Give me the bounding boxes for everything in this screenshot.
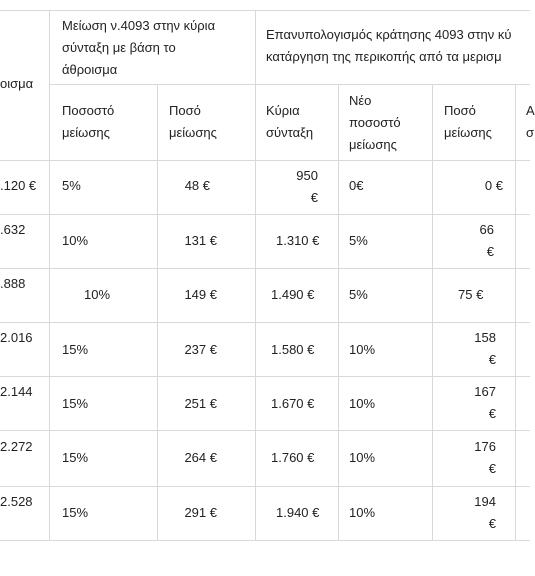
cell-total: 2.528 xyxy=(0,494,33,509)
cell-total: .888 xyxy=(0,276,26,291)
cell-new-rate: 5% xyxy=(349,233,368,248)
cell-main: 1.940 € xyxy=(276,505,320,520)
cell-amount: 149 € xyxy=(184,287,217,302)
row-divider xyxy=(0,160,530,161)
row-divider xyxy=(49,84,530,85)
row-divider xyxy=(0,540,530,541)
cell-new-rate: 0€ xyxy=(349,178,364,193)
cell-amount: 291 € xyxy=(184,505,217,520)
header-group-recalculation: Επανυπολογισμός κράτησης 4093 στην κύ κατάργηση της περικοπής από τα μερισμ xyxy=(266,27,512,64)
cell-rate: 10% xyxy=(62,233,89,248)
cell-new-rate: 10% xyxy=(349,342,376,357)
col-divider xyxy=(255,10,256,540)
cell-main: 1.580 € xyxy=(271,342,315,357)
cell-new-amount: 75 € xyxy=(458,287,484,302)
cell-total: .120 € xyxy=(0,178,37,193)
cell-rate: 15% xyxy=(62,342,89,357)
cell-amount: 251 € xyxy=(184,396,217,411)
cell-rate: 10% xyxy=(84,287,111,302)
header-total: οισμα xyxy=(0,76,34,91)
cell-total: 2.272 xyxy=(0,439,33,454)
cell-main: 1.310 € xyxy=(276,233,320,248)
cell-new-rate: 10% xyxy=(349,450,376,465)
cell-rate: 15% xyxy=(62,450,89,465)
row-divider xyxy=(0,268,530,269)
row-divider xyxy=(0,430,530,431)
cell-new-amount: 66 € xyxy=(479,222,494,259)
cell-new-rate: 10% xyxy=(349,396,376,411)
col-divider xyxy=(515,84,516,540)
row-divider xyxy=(0,486,530,487)
header-cut-partial: Α σ xyxy=(526,103,535,140)
cell-amount: 48 € xyxy=(184,178,210,193)
cell-new-amount: 158 € xyxy=(474,330,496,367)
cell-total: 2.144 xyxy=(0,384,33,399)
cell-new-amount: 194 € xyxy=(474,494,496,531)
col-divider xyxy=(432,84,433,540)
cell-amount: 131 € xyxy=(184,233,217,248)
cell-main: 950 € xyxy=(296,168,318,205)
cell-new-amount: 167 € xyxy=(474,384,496,421)
col-divider xyxy=(157,84,158,540)
cell-new-rate: 10% xyxy=(349,505,376,520)
cell-new-rate: 5% xyxy=(349,287,368,302)
row-divider xyxy=(0,322,530,323)
cell-amount: 264 € xyxy=(184,450,217,465)
header-rate: Ποσοστό μείωσης xyxy=(62,103,115,140)
cell-new-amount: 0 € xyxy=(484,178,503,193)
header-amount: Ποσό μείωσης xyxy=(169,103,217,140)
cell-new-amount: 176 € xyxy=(474,439,496,476)
cell-amount: 237 € xyxy=(184,342,217,357)
header-new-amount: Ποσό μείωσης xyxy=(444,103,492,140)
header-main-pension: Κύρια σύνταξη xyxy=(266,103,314,140)
row-divider xyxy=(0,376,530,377)
cell-rate: 5% xyxy=(62,178,81,193)
cell-rate: 15% xyxy=(62,505,89,520)
cell-total: .632 xyxy=(0,222,26,237)
row-divider xyxy=(0,10,530,11)
cell-rate: 15% xyxy=(62,396,89,411)
col-divider xyxy=(49,10,50,540)
header-new-rate: Νέο ποσοστό μείωσης xyxy=(349,93,401,152)
cell-total: 2.016 xyxy=(0,330,33,345)
cell-main: 1.490 € xyxy=(271,287,315,302)
col-divider xyxy=(338,84,339,540)
cell-main: 1.670 € xyxy=(271,396,315,411)
header-group-reduction: Μείωση ν.4093 στην κύρια σύνταξη με βάση το άθροισμα xyxy=(62,18,216,77)
row-divider xyxy=(0,214,530,215)
cell-main: 1.760 € xyxy=(271,450,315,465)
